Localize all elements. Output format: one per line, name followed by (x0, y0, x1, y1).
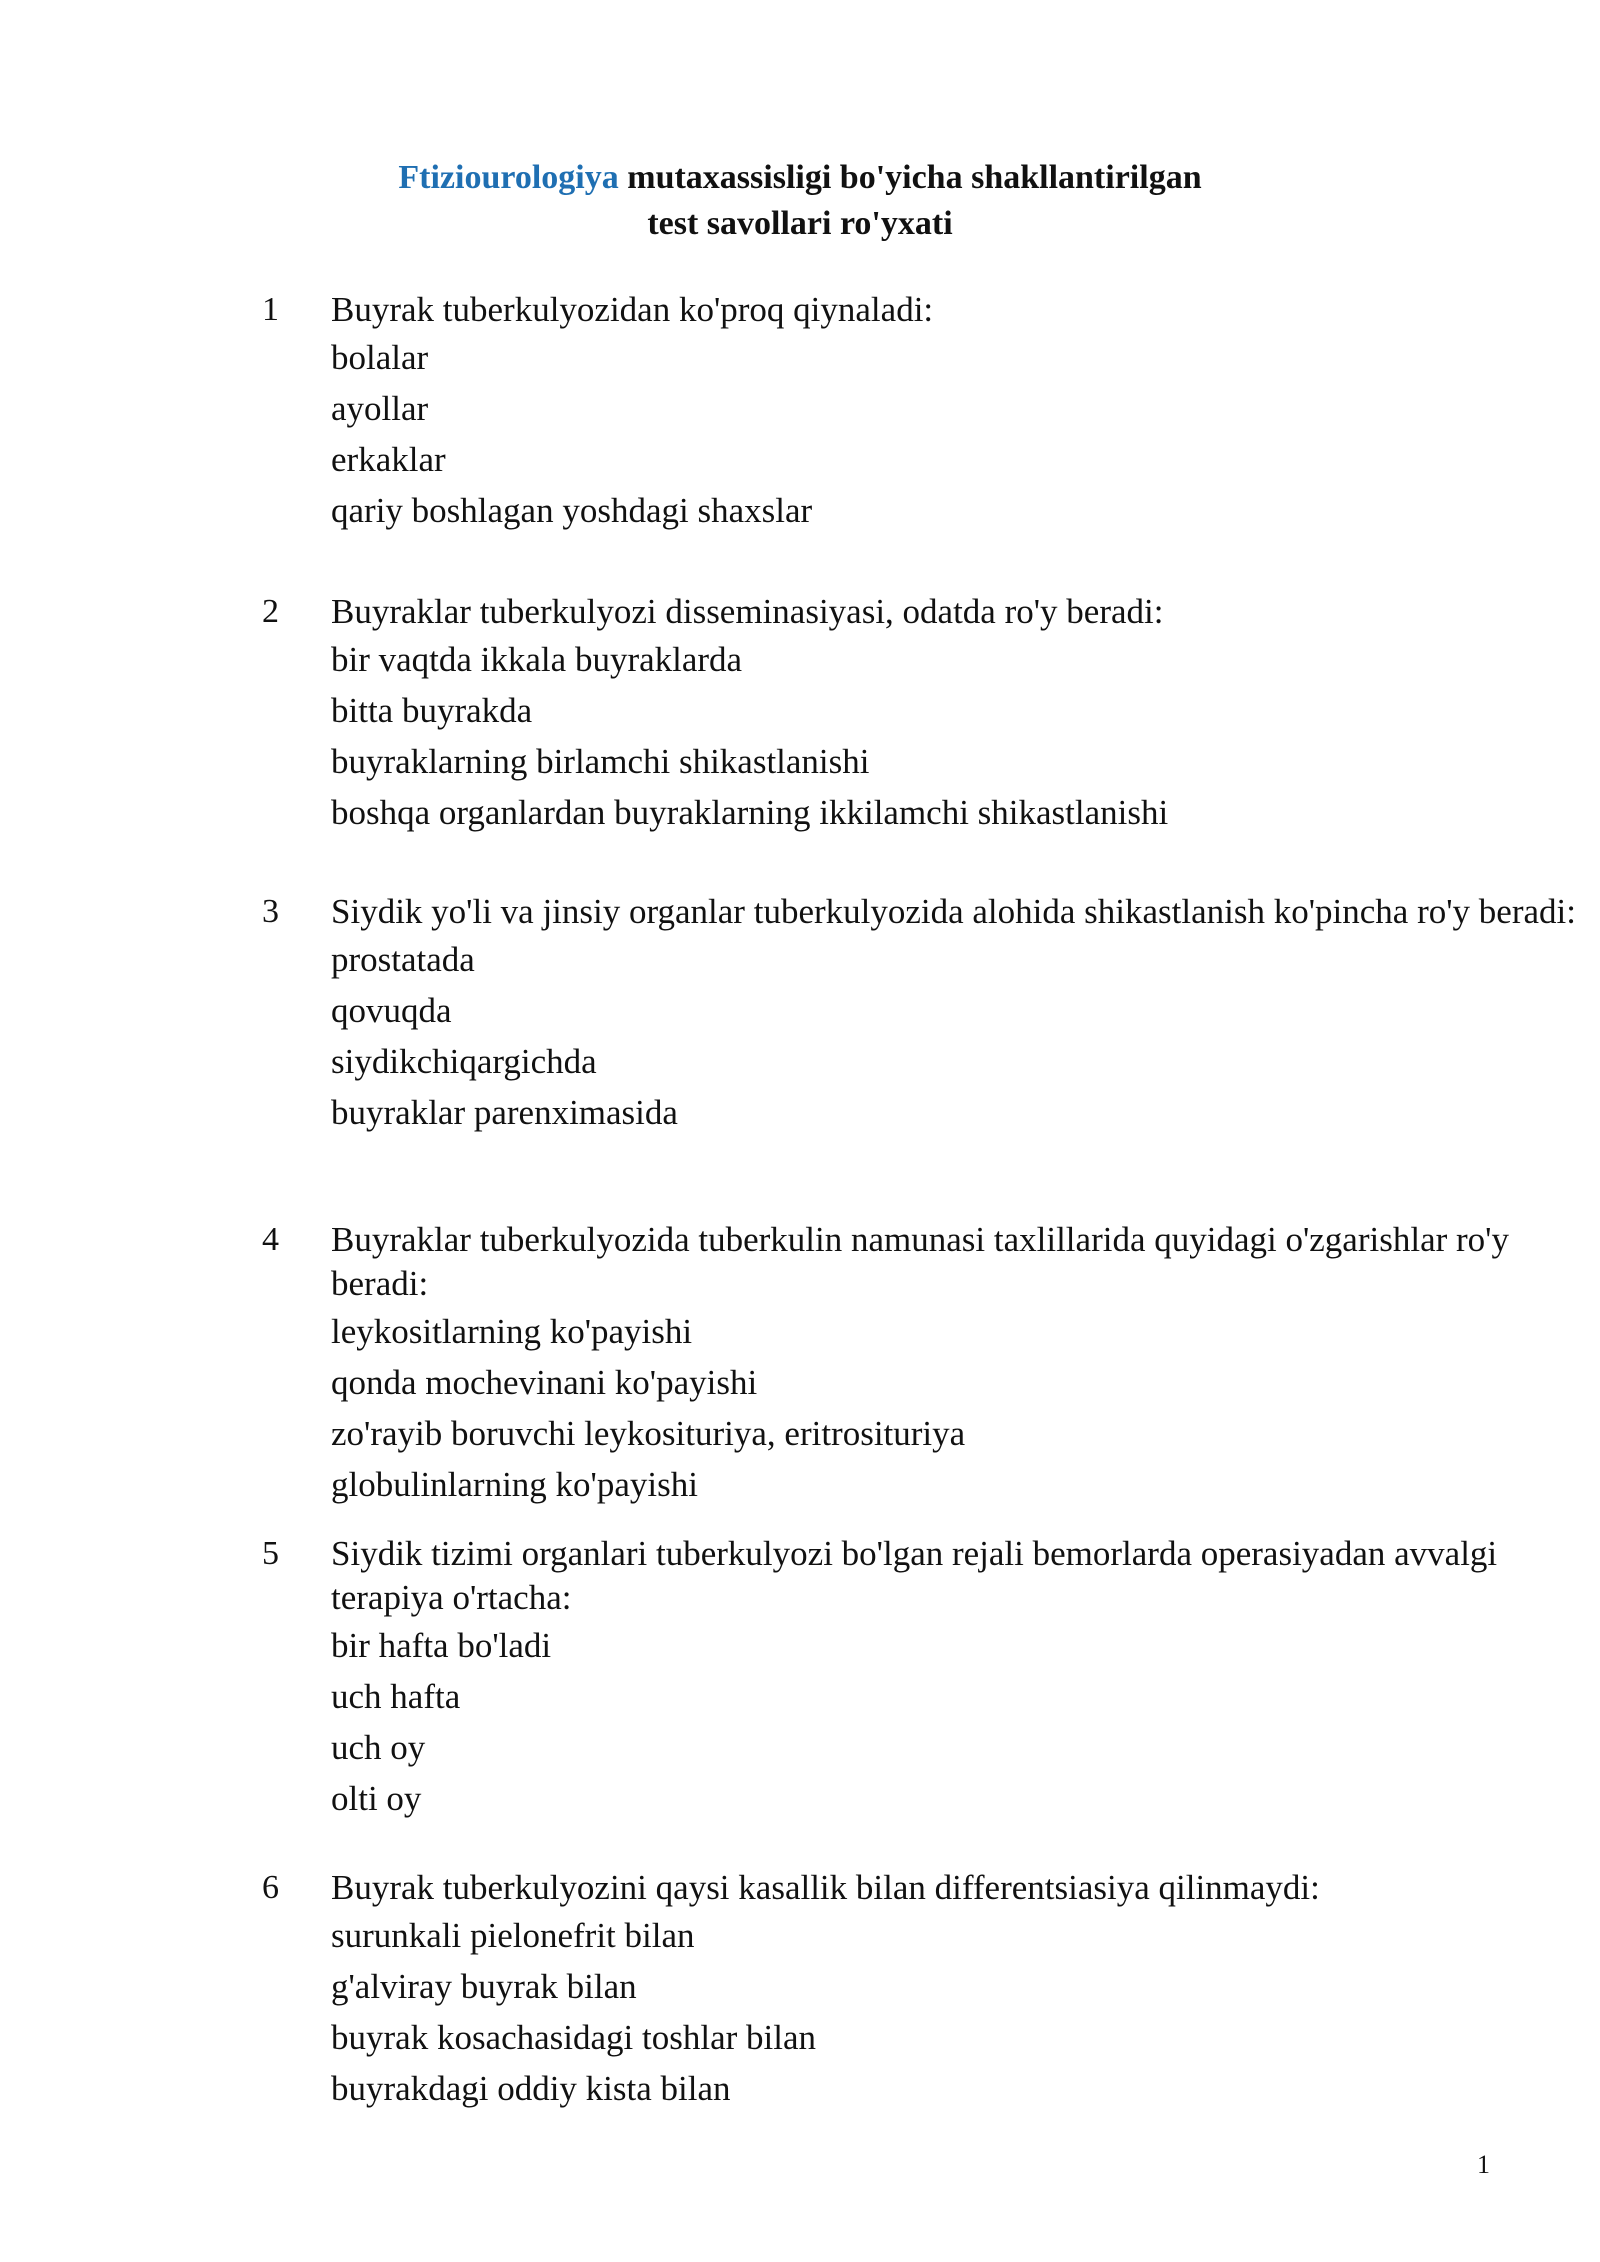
answer-option: olti oy (331, 1779, 422, 1818)
page-number: 1 (1477, 2150, 1490, 2179)
question-text: Buyraklar tuberkulyozi disseminasiyasi, odatda ro'y beradi: (331, 592, 1164, 631)
answer-option: erkaklar (331, 440, 446, 479)
question-text: Buyrak tuberkulyozini qaysi kasallik bilan differentsiasiya qilinmaydi: (331, 1868, 1320, 1907)
question-body (331, 288, 1576, 536)
question-body (331, 1532, 1576, 1824)
answer-option: ayollar (331, 389, 429, 428)
answer-option: prostatada (331, 940, 475, 979)
question-number: 6 (262, 1869, 279, 1906)
answer-option: globulinlarning ko'payishi (331, 1465, 698, 1504)
answer-option: qariy boshlagan yoshdagi shaxslar (331, 491, 813, 530)
question-body (331, 1866, 1576, 2114)
answer-option: leykositlarning ko'payishi (331, 1312, 693, 1351)
question-number: 2 (262, 593, 279, 630)
answer-option: bir vaqtda ikkala buyraklarda (331, 640, 743, 679)
title-line-2: test savollari ro'yxati (647, 205, 953, 242)
answer-option: buyraklarning birlamchi shikastlanishi (331, 742, 870, 781)
answer-option: buyrak kosachasidagi toshlar bilan (331, 2018, 817, 2057)
question-text: Buyraklar tuberkulyozida tuberkulin namunasi taxlillarida quyidagi o'zgarishlar ro'y beradi: (331, 1220, 1509, 1303)
answer-option: siydikchiqargichda (331, 1042, 597, 1081)
answer-option: bitta buyrakda (331, 691, 533, 730)
question-text: Siydik tizimi organlari tuberkulyozi bo'lgan rejali bemorlarda operasiyadan avvalgi terapiya o'rtacha: (331, 1534, 1498, 1617)
answer-option: g'alviray buyrak bilan (331, 1967, 637, 2006)
question-body (331, 590, 1576, 838)
answer-option: buyrakdagi oddiy kista bilan (331, 2069, 731, 2108)
question-number: 4 (262, 1221, 279, 1258)
question-number: 1 (262, 291, 279, 328)
document-title (0, 155, 1600, 247)
question-text: Siydik yo'li va jinsiy organlar tuberkulyozida alohida shikastlanish ko'pincha ro'y beradi: (331, 892, 1576, 931)
answer-option: buyraklar parenximasida (331, 1093, 678, 1132)
question-body (331, 890, 1576, 1138)
answer-option: bolalar (331, 338, 429, 377)
answer-option: zo'rayib boruvchi leykosituriya, eritrosituriya (331, 1414, 966, 1453)
question-body (331, 1218, 1576, 1510)
answer-option: uch oy (331, 1728, 426, 1767)
question-number: 3 (262, 893, 279, 930)
answer-option: qovuqda (331, 991, 452, 1030)
title-accent-word: Ftiziourologiya (398, 159, 619, 196)
answer-option: uch hafta (331, 1677, 461, 1716)
question-text: Buyrak tuberkulyozidan ko'proq qiynaladi: (331, 290, 934, 329)
answer-option: boshqa organlardan buyraklarning ikkilamchi shikastlanishi (331, 793, 1169, 832)
title-line-1-rest: mutaxassisligi bo'yicha shakllantirilgan (618, 159, 1202, 196)
title-line-1 (0, 155, 1600, 201)
question-number: 5 (262, 1535, 279, 1572)
answer-option: bir hafta bo'ladi (331, 1626, 552, 1665)
answer-option: surunkali pielonefrit bilan (331, 1916, 695, 1955)
answer-option: qonda mochevinani ko'payishi (331, 1363, 758, 1402)
